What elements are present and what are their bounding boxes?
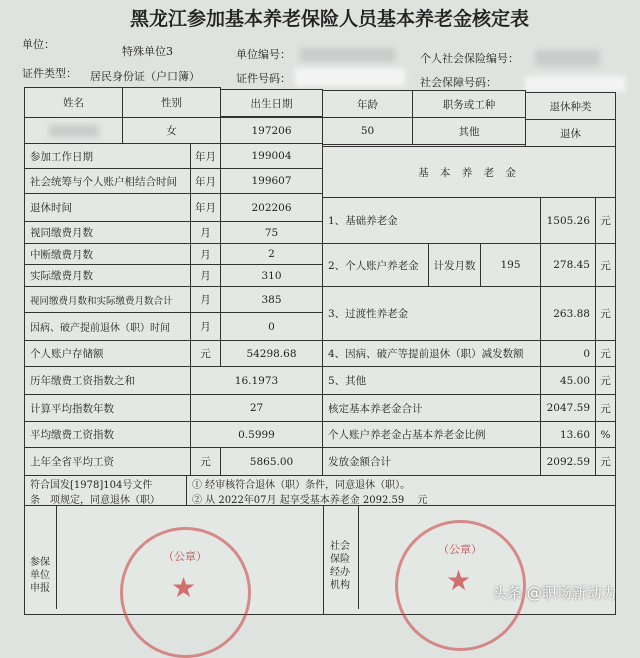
row-value: 199004 xyxy=(220,143,323,169)
gender-value: 女 xyxy=(122,117,221,144)
pension-label: 4、因病、破产等提前退休（职）减发数额 xyxy=(322,340,541,367)
row-value: 385 xyxy=(220,286,323,313)
row-unit: 月 xyxy=(190,312,221,341)
approval-right xyxy=(186,475,616,506)
pension-value: 45.00 xyxy=(540,366,596,395)
employer-stamp xyxy=(120,527,251,658)
agency-label: 社会保险经办机构 xyxy=(330,541,350,591)
pension-unit: 元 xyxy=(595,286,616,341)
row-unit: 年月 xyxy=(190,193,221,222)
row-unit: 月 xyxy=(190,286,221,313)
row-unit: 元 xyxy=(190,447,221,476)
id-type-value: 居民身份证（户口簿） xyxy=(90,70,200,83)
row-label: 社会统筹与个人账户相结合时间 xyxy=(24,168,191,194)
pension-label: 1、基础养老金 xyxy=(322,197,541,244)
id-type-label: 证件类型： xyxy=(22,67,77,80)
col-header-name: 姓名 xyxy=(24,87,123,118)
pension-unit: 元 xyxy=(595,394,616,422)
divider xyxy=(56,505,57,609)
row-label: 实际缴费月数 xyxy=(24,264,191,287)
name-value xyxy=(24,117,123,144)
pension-label: 5、其他 xyxy=(322,366,541,395)
row-label: 视同缴费月数和实际缴费月数合计 xyxy=(24,286,191,313)
col-header-age: 年龄 xyxy=(322,90,413,118)
pension-value: 0 xyxy=(540,340,596,367)
row-unit: 年月 xyxy=(190,143,221,169)
pension-unit: 元 xyxy=(595,197,616,244)
document-title: 黑龙江参加基本养老保险人员基本养老金核定表 xyxy=(130,8,530,30)
row-label: 个人账户存储额 xyxy=(24,340,191,367)
pension-value: 2092.59 xyxy=(540,447,596,476)
divider xyxy=(358,505,359,609)
redacted-ss-no xyxy=(535,50,600,66)
row-label: 平均缴费工资指数 xyxy=(24,421,191,448)
unit-code-label: 单位编号： xyxy=(236,48,291,61)
redacted-id-no xyxy=(295,68,405,86)
pension-label: 3、过渡性养老金 xyxy=(322,286,541,341)
redacted-ss-card xyxy=(525,76,625,92)
pension-sub-value: 195 xyxy=(480,243,541,287)
row-value: 2 xyxy=(220,243,323,265)
row-unit: 月 xyxy=(190,221,221,244)
row-value: 5865.00 xyxy=(220,447,323,476)
row-value: 202206 xyxy=(220,193,323,222)
col-header-gender: 性别 xyxy=(122,87,221,118)
unit-label: 单位： xyxy=(22,38,55,51)
employer-label: 参保单位申报 xyxy=(30,557,50,594)
approval-left-line2: 条 项规定，同意退休（职） xyxy=(30,494,160,506)
redacted-name xyxy=(49,125,99,137)
pension-unit: 元 xyxy=(595,366,616,395)
row-label: 视同缴费月数 xyxy=(24,221,191,244)
col-header-retire-type: 退休种类 xyxy=(525,92,616,120)
approval-left-line1: 符合国发[1978]104号文件 xyxy=(30,479,153,491)
pension-unit: 元 xyxy=(595,340,616,367)
row-label: 历年缴费工资指数之和 xyxy=(24,366,191,395)
approval-line2: ② 从 2022年07月 起享受基本养老金 2092.59 元 xyxy=(192,494,428,506)
row-value: 310 xyxy=(220,264,323,287)
pension-sub-label: 计发月数 xyxy=(428,243,481,287)
pension-label: 发放金额合计 xyxy=(322,447,541,476)
pension-unit: 元 xyxy=(595,447,616,476)
birth-value: 197206 xyxy=(220,117,323,144)
approval-left xyxy=(24,475,187,506)
ss-card-label: 社会保障号码： xyxy=(420,76,497,89)
row-value: 199607 xyxy=(220,168,323,194)
pension-unit: % xyxy=(595,421,616,448)
row-value: 16.1973 xyxy=(190,366,323,395)
row-label: 参加工作日期 xyxy=(24,143,191,169)
stamp-text: （公章） xyxy=(163,550,207,563)
personal-ss-no-label: 个人社会保险编号： xyxy=(420,52,519,65)
row-value: 54298.68 xyxy=(220,340,323,367)
row-label: 计算平均指数年数 xyxy=(24,394,191,422)
pension-value: 13.60 xyxy=(540,421,596,448)
pension-header: 基 本 养 老 金 xyxy=(322,146,616,198)
pension-value: 263.88 xyxy=(540,286,596,341)
pension-unit: 元 xyxy=(595,243,616,287)
row-value: 75 xyxy=(220,221,323,244)
watermark: 头条 @职场新动力 xyxy=(492,584,617,602)
id-no-label: 证件号码： xyxy=(236,72,291,85)
row-unit: 年月 xyxy=(190,168,221,194)
age-value: 50 xyxy=(322,117,413,145)
row-label: 退休时间 xyxy=(24,193,191,222)
row-value: 27 xyxy=(190,394,323,422)
row-unit: 月 xyxy=(190,264,221,287)
pension-value: 278.45 xyxy=(540,243,596,287)
row-unit: 元 xyxy=(190,340,221,367)
unit-value: 特殊单位3 xyxy=(122,45,173,58)
retire-type-value: 退休 xyxy=(525,119,616,147)
col-header-job: 职务或工种 xyxy=(412,90,526,118)
star-icon: ★ xyxy=(171,571,197,604)
pension-label: 核定基本养老金合计 xyxy=(322,394,541,422)
row-label: 中断缴费月数 xyxy=(24,243,191,265)
row-label: 上年全省平均工资 xyxy=(24,447,191,476)
pension-value: 2047.59 xyxy=(540,394,596,422)
row-unit: 月 xyxy=(190,243,221,265)
pension-value: 1505.26 xyxy=(540,197,596,244)
star-icon: ★ xyxy=(446,564,472,597)
pension-label: 个人账户养老金占基本养老金比例 xyxy=(322,421,541,448)
row-value: 0 xyxy=(220,312,323,341)
stamp-text: （公章） xyxy=(438,543,482,556)
approval-line1: ① 经审核符合退休（职）条件，同意退休（职）。 xyxy=(192,479,411,491)
row-value: 0.5999 xyxy=(190,421,323,448)
pension-label: 2、个人账户养老金 xyxy=(322,243,429,287)
job-value: 其他 xyxy=(412,117,526,145)
col-header-birth: 出生日期 xyxy=(220,89,323,117)
row-label: 因病、破产提前退休（职）时间 xyxy=(24,312,191,341)
redacted-unit-code xyxy=(300,48,395,62)
